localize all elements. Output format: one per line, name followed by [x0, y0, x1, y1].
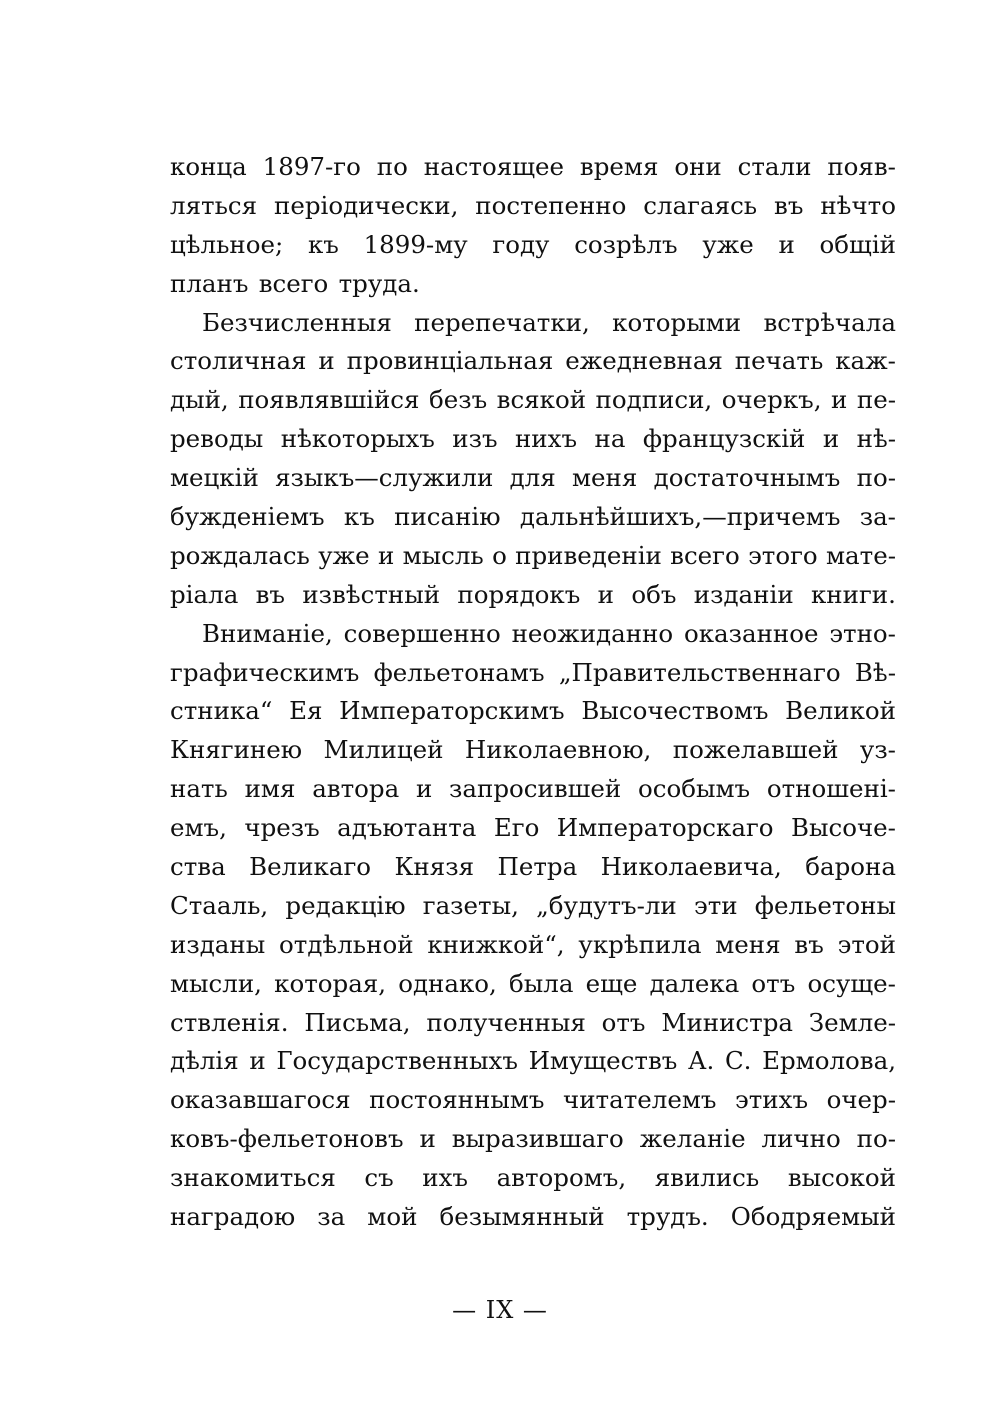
word: очеркъ,: [721, 385, 822, 415]
word: и: [415, 774, 433, 804]
body-text: [170, 148, 896, 1237]
text-line: [170, 809, 896, 848]
text-line: [170, 1120, 896, 1159]
word: этой: [837, 929, 896, 959]
word: и: [249, 1046, 266, 1076]
word: Имуществъ: [528, 1046, 678, 1076]
text-line: [170, 965, 896, 1004]
word: Государственныхъ: [276, 1046, 518, 1076]
word: труда.: [338, 268, 420, 298]
word: Великаго: [249, 852, 372, 882]
word: запросившей: [449, 774, 622, 804]
word: они: [674, 152, 722, 181]
word: мой: [367, 1202, 418, 1232]
word: языкъ—служили: [275, 463, 494, 493]
word: полученныя: [426, 1007, 586, 1037]
word: году: [492, 229, 550, 259]
word: „Правительственнаго: [558, 657, 841, 687]
word: фельетоны: [754, 890, 896, 920]
word: Княгинею: [170, 735, 303, 765]
word: неожиданно: [511, 618, 674, 648]
word: перепечатки,: [414, 307, 590, 337]
word: по-: [856, 463, 896, 493]
word: осуще-: [807, 968, 896, 998]
text-line: [170, 848, 896, 887]
word: всего: [258, 268, 329, 298]
text-line: [170, 498, 896, 537]
word: извѣстный: [302, 579, 441, 609]
word: за: [317, 1202, 346, 1232]
word: которая,: [274, 968, 387, 998]
word: 1899-му: [363, 229, 468, 259]
word: мецкій: [170, 463, 259, 493]
word: и: [778, 229, 795, 259]
text-line: [170, 576, 896, 615]
text-line: [170, 1198, 896, 1237]
text-line: [170, 226, 896, 265]
word: оказанное: [683, 618, 819, 648]
word: и: [597, 579, 615, 609]
word: порядокъ: [457, 579, 581, 609]
word: лично: [761, 1124, 841, 1154]
word: Ермолова,: [762, 1046, 896, 1076]
word: Его: [493, 813, 540, 843]
word: писанію: [394, 502, 501, 532]
word: Письма,: [304, 1007, 411, 1037]
word: Князя: [394, 852, 475, 882]
word: отъ: [601, 1007, 646, 1037]
word: для: [509, 463, 556, 493]
word: изъ: [452, 424, 498, 454]
text-line: [170, 1004, 896, 1043]
word: „будутъ-ли: [536, 890, 677, 920]
text-line: [170, 342, 896, 381]
text-line: [170, 381, 896, 420]
text-line: [170, 187, 896, 226]
word: нихъ: [514, 424, 578, 454]
word: отдѣльной: [279, 929, 414, 959]
word: изданіи: [693, 579, 794, 609]
word: періодически,: [274, 190, 459, 220]
text-line: [170, 1081, 896, 1120]
word: Вниманіе,: [202, 618, 333, 648]
word: Вѣ-: [854, 657, 896, 687]
word: желаніе: [639, 1124, 746, 1154]
word: Милицей: [323, 735, 444, 765]
word: Земле-: [808, 1007, 896, 1037]
word: С.: [724, 1046, 752, 1076]
word: провинціальная: [346, 346, 554, 376]
word: встрѣчала: [763, 307, 896, 337]
word: изданы: [170, 929, 266, 959]
word: время: [579, 152, 659, 181]
word: общій: [819, 229, 896, 259]
word: ріала: [170, 579, 239, 609]
word: по: [376, 152, 408, 181]
word: объ: [631, 579, 677, 609]
text-line: [170, 692, 896, 731]
word: автора: [312, 774, 400, 804]
word: авторомъ,: [496, 1163, 627, 1193]
word: появлявшійся: [238, 385, 420, 415]
word: редакцію: [285, 890, 406, 920]
word: столичная: [170, 346, 307, 376]
word: пожелавшей: [672, 735, 839, 765]
word: реводы: [170, 424, 264, 454]
word: мате-: [825, 540, 896, 570]
word: оказавшагося: [170, 1085, 351, 1115]
word: приведеніи: [515, 540, 662, 570]
word: нать: [170, 774, 228, 804]
word: бужденіемъ: [170, 502, 325, 532]
word: рождалась: [170, 540, 310, 570]
word: Императорскаго: [556, 813, 774, 843]
word: Безчисленныя: [202, 307, 392, 337]
word: Министра: [661, 1007, 793, 1037]
word: по-: [856, 1124, 896, 1154]
text-line: [170, 459, 896, 498]
word: высокой: [787, 1163, 896, 1193]
word: всего: [670, 540, 740, 570]
word: была: [509, 968, 574, 998]
page-number: — IX —: [452, 1296, 548, 1324]
text-line: [170, 926, 896, 965]
word: выразившаго: [451, 1124, 624, 1154]
word: уз-: [859, 735, 896, 765]
word: трудъ.: [626, 1202, 709, 1232]
word: къ: [343, 502, 375, 532]
word: фельетонамъ: [373, 657, 545, 687]
word: чрезъ: [244, 813, 320, 843]
text-line: [170, 1042, 896, 1081]
word: Стааль,: [170, 890, 269, 920]
word: и: [377, 540, 395, 570]
word: и: [822, 424, 840, 454]
word: дѣлія: [170, 1046, 239, 1076]
word: меня: [571, 463, 638, 493]
word: этихъ: [735, 1085, 809, 1115]
word: однако,: [398, 968, 497, 998]
word: мысль: [402, 540, 484, 570]
word: всякой: [496, 385, 587, 415]
word: появ-: [827, 152, 896, 181]
word: стника“: [170, 696, 273, 726]
word: настоящее: [423, 152, 564, 181]
word: нѣ-: [856, 424, 896, 454]
word: книги.: [810, 579, 896, 609]
word: подписи,: [595, 385, 713, 415]
word: читателемъ: [563, 1085, 717, 1115]
word: въ: [794, 929, 824, 959]
text-line: [170, 148, 896, 187]
word: къ: [307, 229, 339, 259]
word: уже: [702, 229, 754, 259]
word: стали: [737, 152, 812, 181]
word: слагаясь: [643, 190, 758, 220]
word: А.: [687, 1046, 715, 1076]
word: явились: [654, 1163, 760, 1193]
word: ихъ: [422, 1163, 468, 1193]
word: Высоче-: [790, 813, 896, 843]
word: конца: [170, 152, 247, 181]
word: Высочествомъ: [581, 696, 769, 726]
word: постояннымъ: [369, 1085, 545, 1115]
word: мысли,: [170, 968, 262, 998]
word: имя: [244, 774, 296, 804]
word: книжкой“,: [427, 929, 565, 959]
word: въ: [255, 579, 286, 609]
word: графическимъ: [170, 657, 360, 687]
word: этого: [748, 540, 818, 570]
word: уже: [318, 540, 370, 570]
word: знакомиться: [170, 1163, 336, 1193]
word: далека: [649, 968, 740, 998]
word: этно-: [829, 618, 896, 648]
word: совершенно: [343, 618, 501, 648]
word: ковъ-фельетоновъ: [170, 1124, 404, 1154]
word: еще: [585, 968, 638, 998]
word: адъютанта: [337, 813, 477, 843]
word: ежедневная: [565, 346, 723, 376]
word: емъ,: [170, 813, 227, 843]
word: отъ: [751, 968, 796, 998]
word: достаточнымъ: [653, 463, 841, 493]
word: и: [831, 385, 848, 415]
word: дальнѣйшихъ,—причемъ: [519, 502, 841, 532]
word: съ: [364, 1163, 394, 1193]
word: безъ: [428, 385, 488, 415]
word: эти: [693, 890, 738, 920]
text-line: [170, 887, 896, 926]
word: за-: [859, 502, 896, 532]
word: укрѣпила: [578, 929, 702, 959]
word: о: [492, 540, 507, 570]
word: Великой: [785, 696, 896, 726]
text-line: [170, 265, 896, 304]
word: ляться: [170, 190, 258, 220]
word: Ея: [289, 696, 323, 726]
word: меня: [715, 929, 781, 959]
word: Императорскимъ: [339, 696, 565, 726]
word: нѣкоторыхъ: [280, 424, 435, 454]
word: печать: [734, 346, 824, 376]
word: безымянный: [439, 1202, 605, 1232]
word: постепенно: [475, 190, 627, 220]
word: наградою: [170, 1202, 296, 1232]
text-line: [170, 420, 896, 459]
text-line: [170, 537, 896, 576]
word: въ: [774, 190, 804, 220]
word: особымъ: [637, 774, 751, 804]
word: дый,: [170, 385, 229, 415]
text-line: [170, 731, 896, 770]
word: цѣльное;: [170, 229, 284, 259]
word: планъ: [170, 268, 249, 298]
word: отношені-: [766, 774, 896, 804]
word: газеты,: [422, 890, 519, 920]
word: Николаевною,: [464, 735, 652, 765]
word: ствленія.: [170, 1007, 289, 1037]
word: французскій: [642, 424, 806, 454]
word: и: [318, 346, 335, 376]
word: созрѣлъ: [574, 229, 678, 259]
word: ства: [170, 852, 226, 882]
word: нѣчто: [820, 190, 896, 220]
text-line: [170, 1159, 896, 1198]
text-line: [170, 304, 896, 343]
text-line: [170, 770, 896, 809]
word: и: [419, 1124, 436, 1154]
word: каж-: [835, 346, 896, 376]
word: Петра: [497, 852, 578, 882]
text-line: [170, 654, 896, 693]
word: которыми: [612, 307, 742, 337]
word: барона: [805, 852, 896, 882]
text-line: [170, 615, 896, 654]
word: Николаевича,: [600, 852, 782, 882]
word: Ободряемый: [730, 1202, 896, 1232]
word: 1897-го: [262, 152, 361, 181]
word: пе-: [856, 385, 896, 415]
word: на: [594, 424, 626, 454]
word: очер-: [826, 1085, 896, 1115]
